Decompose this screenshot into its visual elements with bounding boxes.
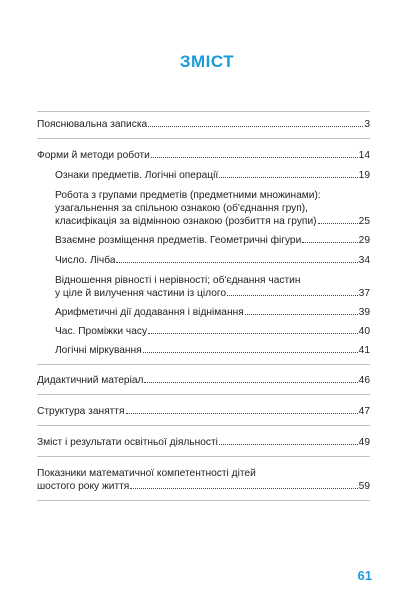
toc-entry-label: Арифметичні дії додавання і віднімання — [55, 307, 244, 318]
toc-page-number: 41 — [358, 345, 370, 356]
toc-page-number: 19 — [358, 170, 370, 181]
toc-entry-sub-logic[interactable] — [37, 344, 370, 357]
divider — [37, 394, 370, 395]
toc-entry-label: у ціле й вилучення частини із цілого — [55, 288, 227, 299]
dot-leader — [318, 216, 358, 224]
dot-leader — [148, 119, 363, 127]
dot-leader — [245, 307, 358, 315]
toc-page-number: 14 — [358, 150, 370, 161]
dot-leader — [130, 481, 357, 489]
toc-entry-label: шостого року життя — [37, 481, 130, 492]
toc-entry-label-line: Відношення рівності і нерівності; об'єднання частин — [55, 275, 301, 286]
toc-entry-sub-arithmetic[interactable] — [37, 306, 370, 319]
dot-leader — [219, 437, 358, 445]
toc-entry-sub-groups[interactable] — [37, 189, 370, 228]
toc-page-number: 29 — [358, 235, 370, 246]
toc-page-number: 34 — [358, 255, 370, 266]
toc-entry-label: Форми й методи роботи — [37, 150, 150, 161]
dot-leader — [143, 345, 358, 353]
page-title: ЗМІСТ — [179, 52, 235, 71]
divider — [37, 364, 370, 365]
toc-entry-label: Час. Проміжки часу — [55, 326, 148, 337]
toc-entry-structure[interactable] — [37, 405, 370, 418]
toc-entry-label: Зміст і результати освітньої діяльності — [37, 437, 218, 448]
toc-entry-sub-equality[interactable] — [37, 274, 370, 300]
toc-entry-forms-methods[interactable] — [37, 149, 370, 162]
toc-entry-label-line: Показники математичної компетентності дітей — [37, 468, 256, 479]
toc-entry-didactic[interactable] — [37, 374, 370, 387]
dot-leader — [116, 255, 357, 263]
dot-leader — [144, 375, 357, 383]
dot-leader — [126, 406, 358, 414]
divider — [37, 425, 370, 426]
toc-page-number: 47 — [358, 406, 370, 417]
toc-entry-label: Ознаки предметів. Логічні операції — [55, 170, 219, 181]
toc-page-number: 37 — [358, 288, 370, 299]
toc-page-number: 40 — [358, 326, 370, 337]
table-of-contents — [37, 111, 370, 501]
divider — [37, 456, 370, 457]
toc-entry-label: Структура заняття — [37, 406, 125, 417]
divider — [37, 138, 370, 139]
toc-entry-label-line: узагальнення за спільною ознакою (об'єднання груп), — [55, 203, 308, 214]
toc-entry-label: Взаємне розміщення предметів. Геометричні фігури — [55, 235, 302, 246]
toc-page-number: 49 — [358, 437, 370, 448]
dot-leader — [227, 288, 358, 296]
dot-leader — [148, 326, 358, 334]
toc-page-number: 46 — [358, 375, 370, 386]
toc-page-number: 25 — [358, 216, 370, 227]
toc-entry-label-line: Робота з групами предметів (предметними множинами): — [55, 190, 321, 201]
toc-entry-label: Пояснювальна записка — [37, 119, 148, 130]
divider — [37, 500, 370, 501]
dot-leader — [302, 235, 357, 243]
toc-entry-sub-placement[interactable] — [37, 234, 370, 247]
page-number: 61 — [357, 568, 372, 583]
toc-entry-label: Дидактичний матеріал — [37, 375, 144, 386]
toc-entry-sub-time[interactable] — [37, 325, 370, 338]
toc-entry-content-results[interactable] — [37, 436, 370, 449]
divider — [37, 111, 370, 112]
toc-page-number: 3 — [364, 119, 370, 130]
toc-entry-explanatory-note[interactable] — [37, 118, 370, 131]
toc-entry-label: класифікація за відмінною ознакою (розбиття на групи) — [55, 216, 317, 227]
toc-entry-label: Число. Лічба — [55, 255, 116, 266]
toc-entry-label: Логічні міркування — [55, 345, 142, 356]
toc-page-number: 39 — [358, 307, 370, 318]
toc-page-number: 59 — [358, 481, 370, 492]
toc-entry-sub-attributes[interactable] — [37, 169, 370, 182]
dot-leader — [151, 150, 358, 158]
toc-entry-sub-number[interactable] — [37, 254, 370, 267]
dot-leader — [219, 170, 357, 178]
toc-entry-indicators[interactable] — [37, 467, 370, 493]
